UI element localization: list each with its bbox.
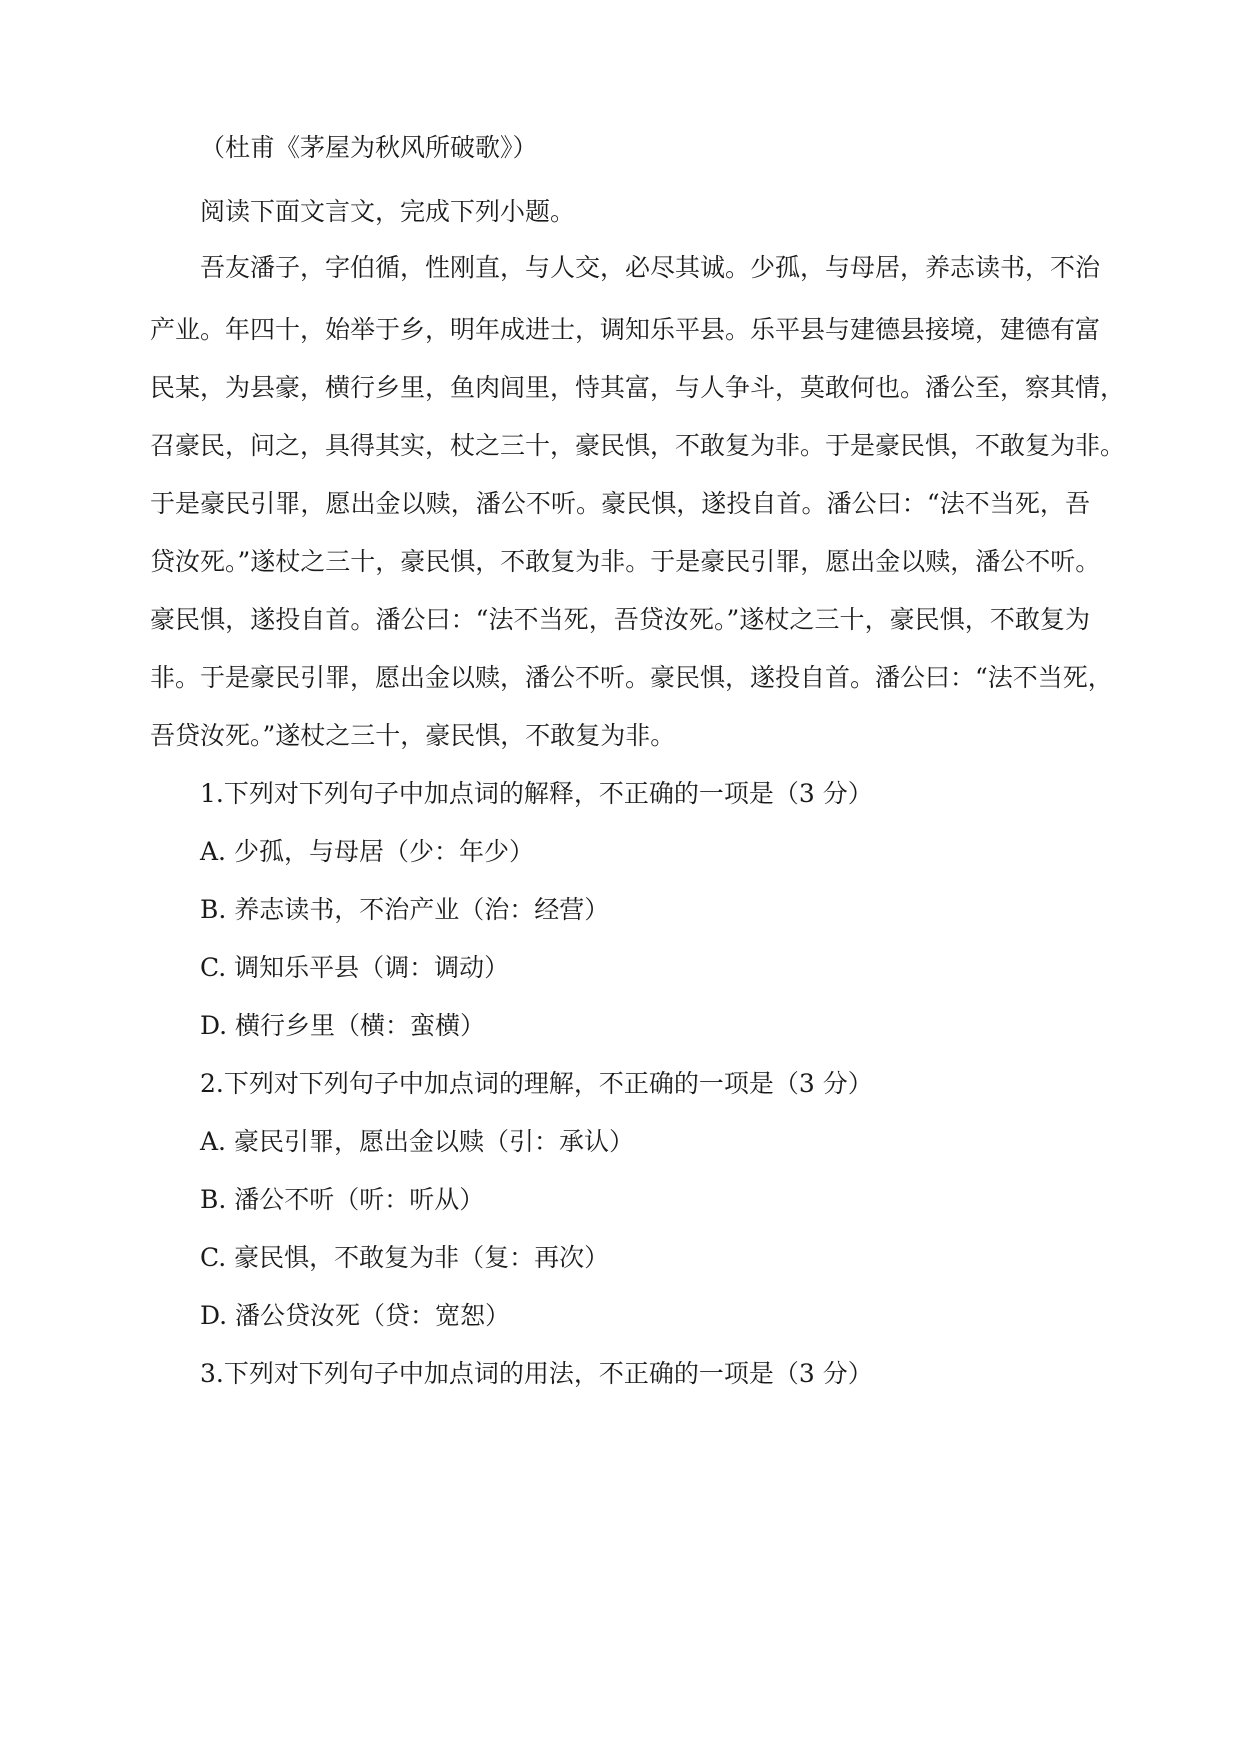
passage-line: 吾友潘子，字伯循，性刚直，与人交，必尽其诚。少孤，与母居，养志读书，不治: [200, 253, 1101, 282]
question-stem: 1.下列对下列句子中加点词的解释，不正确的一项是（3 分）: [200, 779, 873, 808]
option-a: A. 少孤，与母居（少：年少）: [200, 837, 534, 866]
passage-line: 民某，为县豪，横行乡里，鱼肉闾里，恃其富，与人争斗，莫敢何也。潘公至，察其情，: [150, 373, 1126, 402]
option-d: D. 横行乡里（横：蛮横）: [200, 1011, 486, 1040]
option-c: C. 豪民惧，不敢复为非（复：再次）: [200, 1243, 610, 1272]
passage-line: 非。于是豪民引罪，愿出金以赎，潘公不听。豪民惧，遂投自首。潘公曰：“法不当死，: [150, 663, 1113, 692]
option-b: B. 养志读书，不治产业（治：经营）: [200, 895, 610, 924]
passage-line: 于是豪民引罪，愿出金以赎，潘公不听。豪民惧，遂投自首。潘公曰：“法不当死，吾: [150, 489, 1090, 518]
option-a: A. 豪民引罪，愿出金以赎（引：承认）: [200, 1127, 634, 1156]
passage-line: 豪民惧，遂投自首。潘公曰：“法不当死，吾贷汝死。”遂杖之三十，豪民惧，不敢复为: [150, 605, 1090, 634]
passage-line: 产业。年四十，始举于乡，明年成进士，调知乐平县。乐平县与建德县接境，建德有富: [150, 315, 1101, 344]
passage-line: 吾贷汝死。”遂杖之三十，豪民惧，不敢复为非。: [150, 721, 676, 750]
citation-line: （杜甫《茅屋为秋风所破歌》）: [200, 133, 538, 162]
instruction-line: 阅读下面文言文，完成下列小题。: [200, 197, 576, 226]
passage-line: 召豪民，问之，具得其实，杖之三十，豪民惧，不敢复为非。于是豪民惧，不敢复为非。: [150, 431, 1126, 460]
passage-line: 贷汝死。”遂杖之三十，豪民惧，不敢复为非。于是豪民引罪，愿出金以赎，潘公不听。: [150, 547, 1101, 576]
option-b: B. 潘公不听（听：听从）: [200, 1185, 485, 1214]
option-c: C. 调知乐平县（调：调动）: [200, 953, 510, 982]
question-stem: 2.下列对下列句子中加点词的理解，不正确的一项是（3 分）: [200, 1069, 873, 1098]
question-stem: 3.下列对下列句子中加点词的用法，不正确的一项是（3 分）: [200, 1359, 873, 1388]
option-d: D. 潘公贷汝死（贷：宽恕）: [200, 1301, 511, 1330]
